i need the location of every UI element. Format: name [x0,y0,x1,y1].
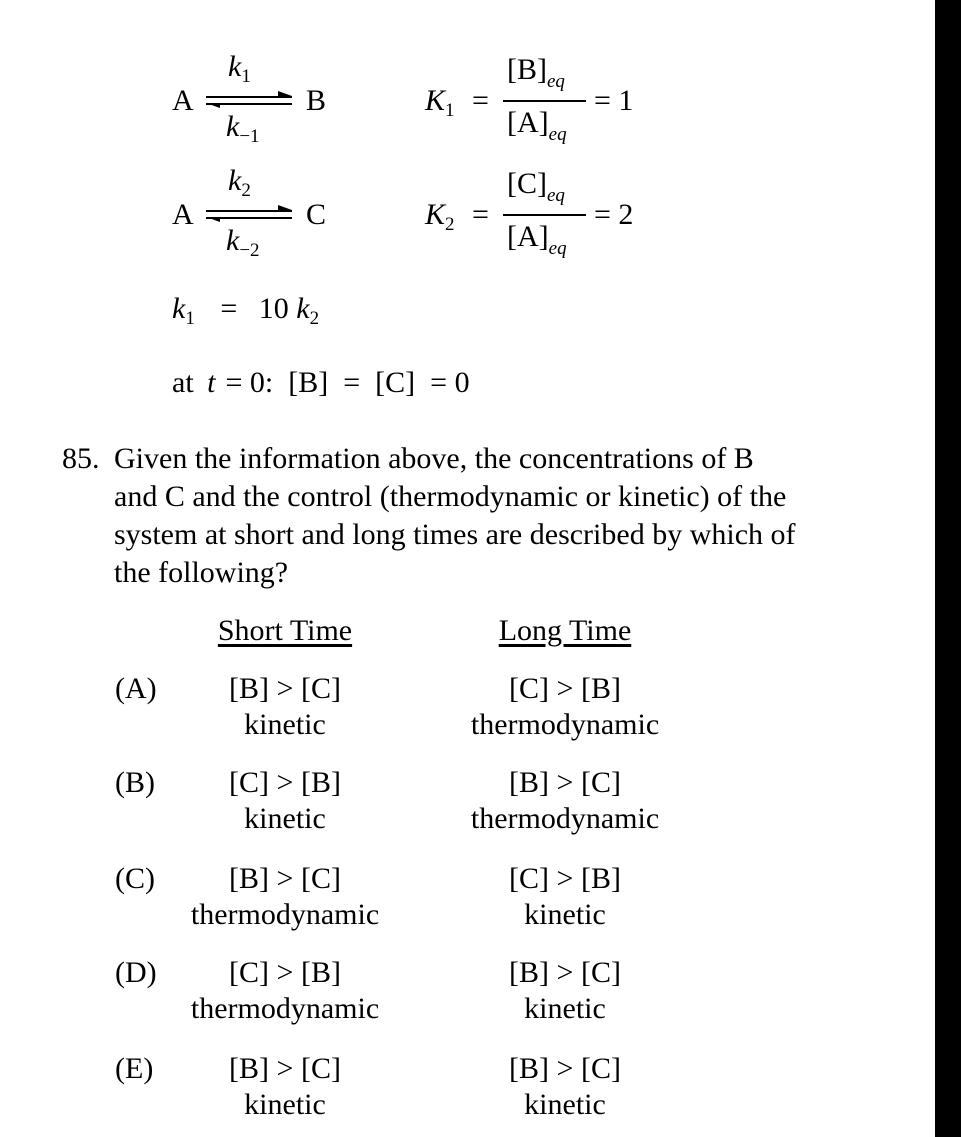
reaction-1-product: B [306,84,327,117]
k2-equals: = [472,198,489,231]
short-time-relation: [C] > [B] [229,766,341,799]
k2-denominator: $[A]_{eq}$ [507,220,567,259]
heading-short-time: Short Time [217,614,353,647]
long-time-control: kinetic [524,992,606,1025]
reaction-2-forward-constant: $k_2$ [228,164,251,201]
reverse-arrowhead-icon [206,217,220,222]
question-text: Given the information above, the concentrations of B and C and the control (thermodynamic or kinetic) of the system at short and long times are described by which of the following? [114,442,796,589]
right-edge-bar [935,0,961,1137]
reaction-1-forward-constant: $k_1$ [228,50,251,87]
k1-denominator: $[A]_{eq}$ [507,106,567,145]
question-85 [62,440,802,592]
k1-fraction-bar [503,100,586,102]
short-time-relation: [C] > [B] [229,956,341,989]
question-number: 85. [62,442,100,475]
k2-fraction-bar [503,214,586,216]
reaction-2-reactant: A [172,198,194,231]
long-time-control: kinetic [524,898,606,931]
short-time-control: kinetic [244,708,326,741]
k2-symbol: $K_2$ [425,198,455,235]
short-time-control: kinetic [244,1088,326,1121]
initial-conditions: at t = 0: [B] = [C] = 0 [172,366,470,399]
heading-long-time: Long Time [498,614,632,647]
reverse-arrowhead-icon [206,103,220,108]
forward-arrow-line [206,210,292,212]
short-time-relation: [B] > [C] [229,672,341,705]
k1-equals: = [472,84,489,117]
option-label: (D) [115,956,157,989]
long-time-relation: [C] > [B] [509,672,621,705]
short-time-control: kinetic [244,802,326,835]
short-time-control: thermodynamic [190,898,380,931]
option-label: (C) [115,862,155,895]
long-time-relation: [B] > [C] [509,956,621,989]
k2-value: = 2 [594,198,634,231]
long-time-relation: [B] > [C] [509,1052,621,1085]
reaction-1-reverse-constant: $k_{-1}$ [226,110,260,147]
forward-arrowhead-icon [278,91,292,96]
forward-arrow-line [206,96,292,98]
rate-relation: $k_1 = 10$ $k_2$ [172,292,320,329]
forward-arrowhead-icon [278,205,292,210]
k1-symbol: $K_1$ [425,84,455,121]
long-time-control: kinetic [524,1088,606,1121]
reaction-1-reactant: A [172,84,194,117]
k1-numerator: $[B]_{eq}$ [507,53,565,92]
reaction-2-reverse-constant: $k_{-2}$ [226,224,260,261]
reaction-2-product: C [306,198,327,231]
long-time-control: thermodynamic [470,708,660,741]
short-time-control: thermodynamic [190,992,380,1025]
short-time-relation: [B] > [C] [229,1052,341,1085]
long-time-control: thermodynamic [470,802,660,835]
long-time-relation: [B] > [C] [509,766,621,799]
option-label: (E) [115,1052,154,1085]
short-time-relation: [B] > [C] [229,862,341,895]
option-label: (A) [115,672,157,705]
k1-value: = 1 [594,84,634,117]
long-time-relation: [C] > [B] [509,862,621,895]
option-label: (B) [115,766,155,799]
k2-numerator: $[C]_{eq}$ [507,167,565,206]
